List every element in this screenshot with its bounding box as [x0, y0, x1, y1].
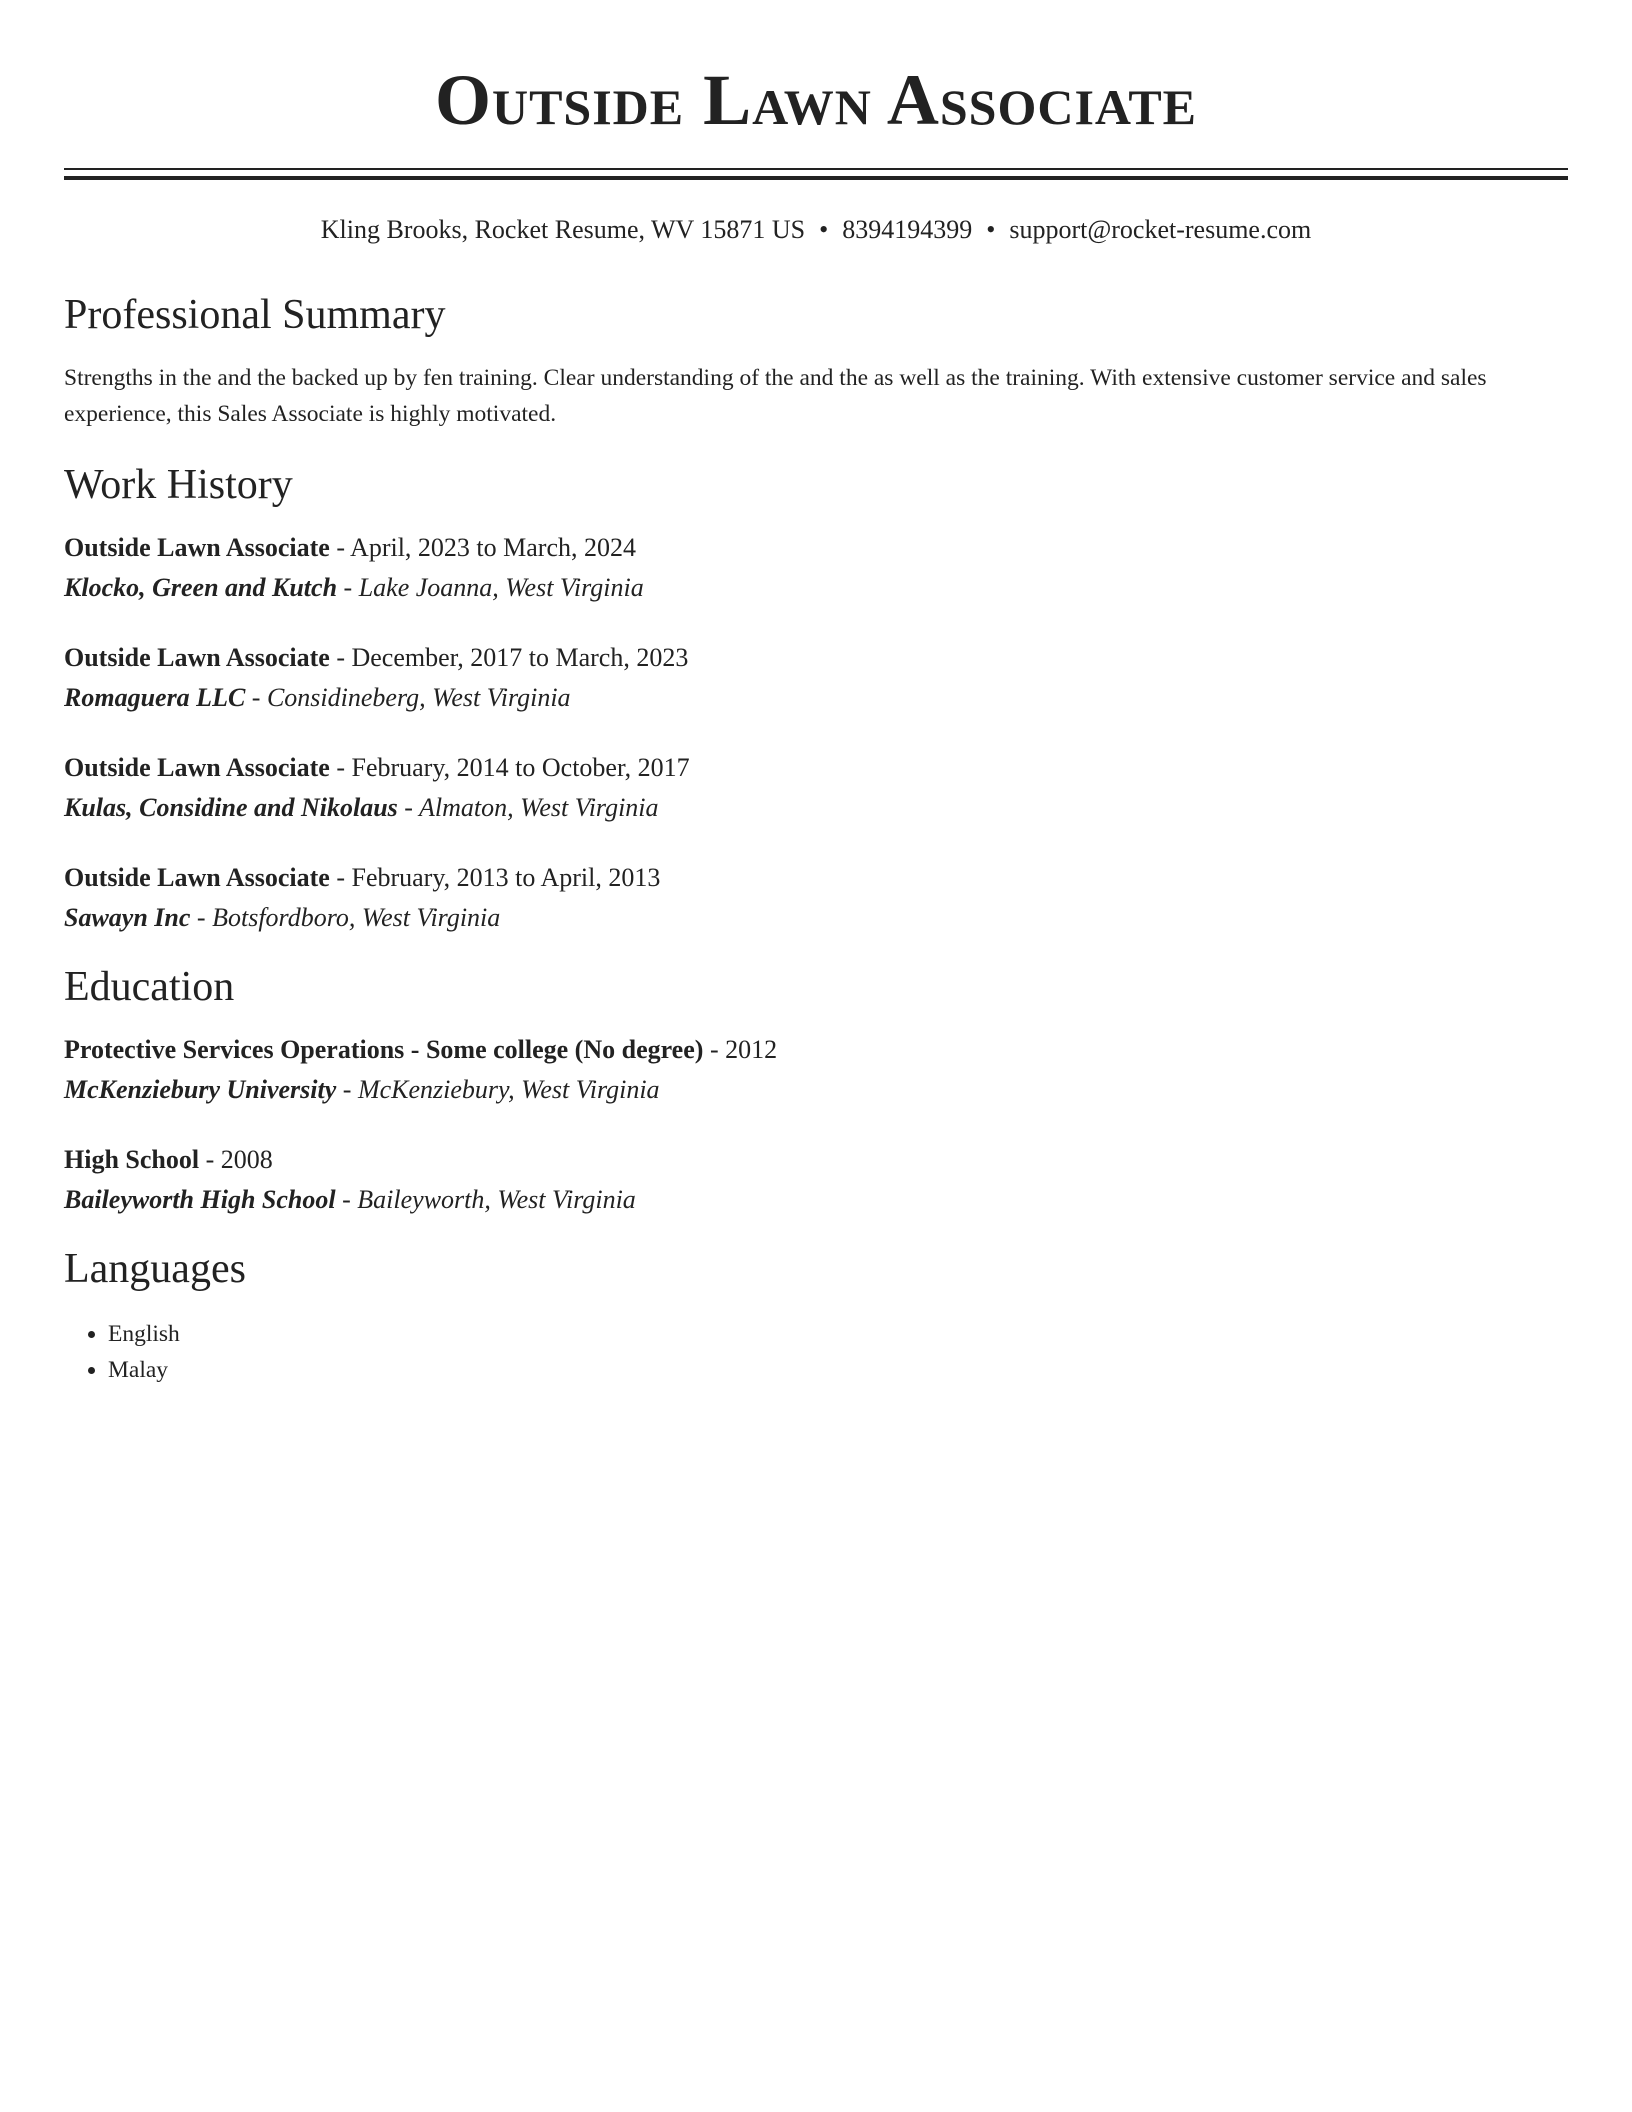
dash: -: [190, 903, 213, 932]
dash: -: [245, 683, 267, 712]
dash: -: [329, 533, 351, 562]
school-location: McKenziebury, West Virginia: [357, 1075, 660, 1104]
dash: -: [329, 753, 352, 782]
job-title: Outside Lawn Associate: [64, 863, 330, 892]
bullet-separator: •: [819, 215, 829, 244]
job-title: Outside Lawn Associate: [64, 753, 330, 782]
job-dates: December, 2017 to March, 2023: [351, 643, 689, 672]
job-location: Almaton, West Virginia: [418, 793, 659, 822]
job-title: Outside Lawn Associate: [64, 643, 330, 672]
contact-phone: 8394194399: [842, 215, 973, 244]
company-name: Klocko, Green and Kutch: [64, 573, 338, 602]
company-name: Kulas, Considine and Nikolaus: [64, 793, 398, 822]
job-location: Considineberg, West Virginia: [266, 683, 571, 712]
job-dates: February, 2013 to April, 2013: [351, 863, 661, 892]
education-heading: Education: [64, 964, 235, 1010]
work-entry: [64, 858, 1568, 938]
job-location: Lake Joanna, West Virginia: [358, 573, 644, 602]
summary-heading: Professional Summary: [64, 292, 446, 338]
languages-list: [64, 1316, 1568, 1388]
title-rule-thin: [64, 168, 1568, 170]
dash: -: [397, 793, 419, 822]
degree-name: High School: [64, 1145, 200, 1174]
dash: -: [337, 573, 359, 602]
job-title: Outside Lawn Associate: [64, 533, 330, 562]
contact-address: Kling Brooks, Rocket Resume, WV 15871 US: [320, 215, 806, 244]
language-item: • English: [108, 1316, 1568, 1352]
job-location: Botsfordboro, West Virginia: [212, 903, 501, 932]
dash: -: [336, 1075, 358, 1104]
dash: -: [335, 1185, 358, 1214]
work-entry: [64, 528, 1568, 608]
summary-text: Strengths in the and the backed up by fen training. Clear understanding of the and the as well as the training. With extensive customer service and sales experience, this Sales Associate is highly motivated.: [64, 365, 1487, 427]
education-entry: [64, 1030, 1568, 1110]
title-rule-thick: [64, 176, 1568, 180]
dash: -: [199, 1145, 221, 1174]
school-name: Baileyworth High School: [64, 1185, 336, 1214]
work-entry: [64, 638, 1568, 718]
graduation-year: 2012: [725, 1035, 778, 1064]
dash: -: [329, 643, 352, 672]
languages-heading: Languages: [64, 1246, 246, 1292]
language-item: • Malay: [108, 1352, 1568, 1388]
job-dates: April, 2023 to March, 2024: [350, 533, 637, 562]
work-history-heading: Work History: [64, 462, 293, 508]
contact-line: [64, 214, 1568, 246]
contact-email: support@rocket-resume.com: [1009, 215, 1312, 244]
school-name: McKenziebury University: [64, 1075, 337, 1104]
work-entry: [64, 748, 1568, 828]
graduation-year: 2008: [220, 1145, 273, 1174]
degree-name: Protective Services Operations - Some college (No degree): [64, 1035, 704, 1064]
school-location: Baileyworth, West Virginia: [357, 1185, 636, 1214]
resume-title: Outside Lawn Associate: [434, 60, 1198, 140]
bullet-separator: •: [986, 215, 996, 244]
company-name: Romaguera LLC: [64, 683, 246, 712]
job-dates: February, 2014 to October, 2017: [351, 753, 690, 782]
education-entry: [64, 1140, 1568, 1220]
company-name: Sawayn Inc: [64, 903, 191, 932]
dash: -: [329, 863, 352, 892]
dash: -: [703, 1035, 726, 1064]
